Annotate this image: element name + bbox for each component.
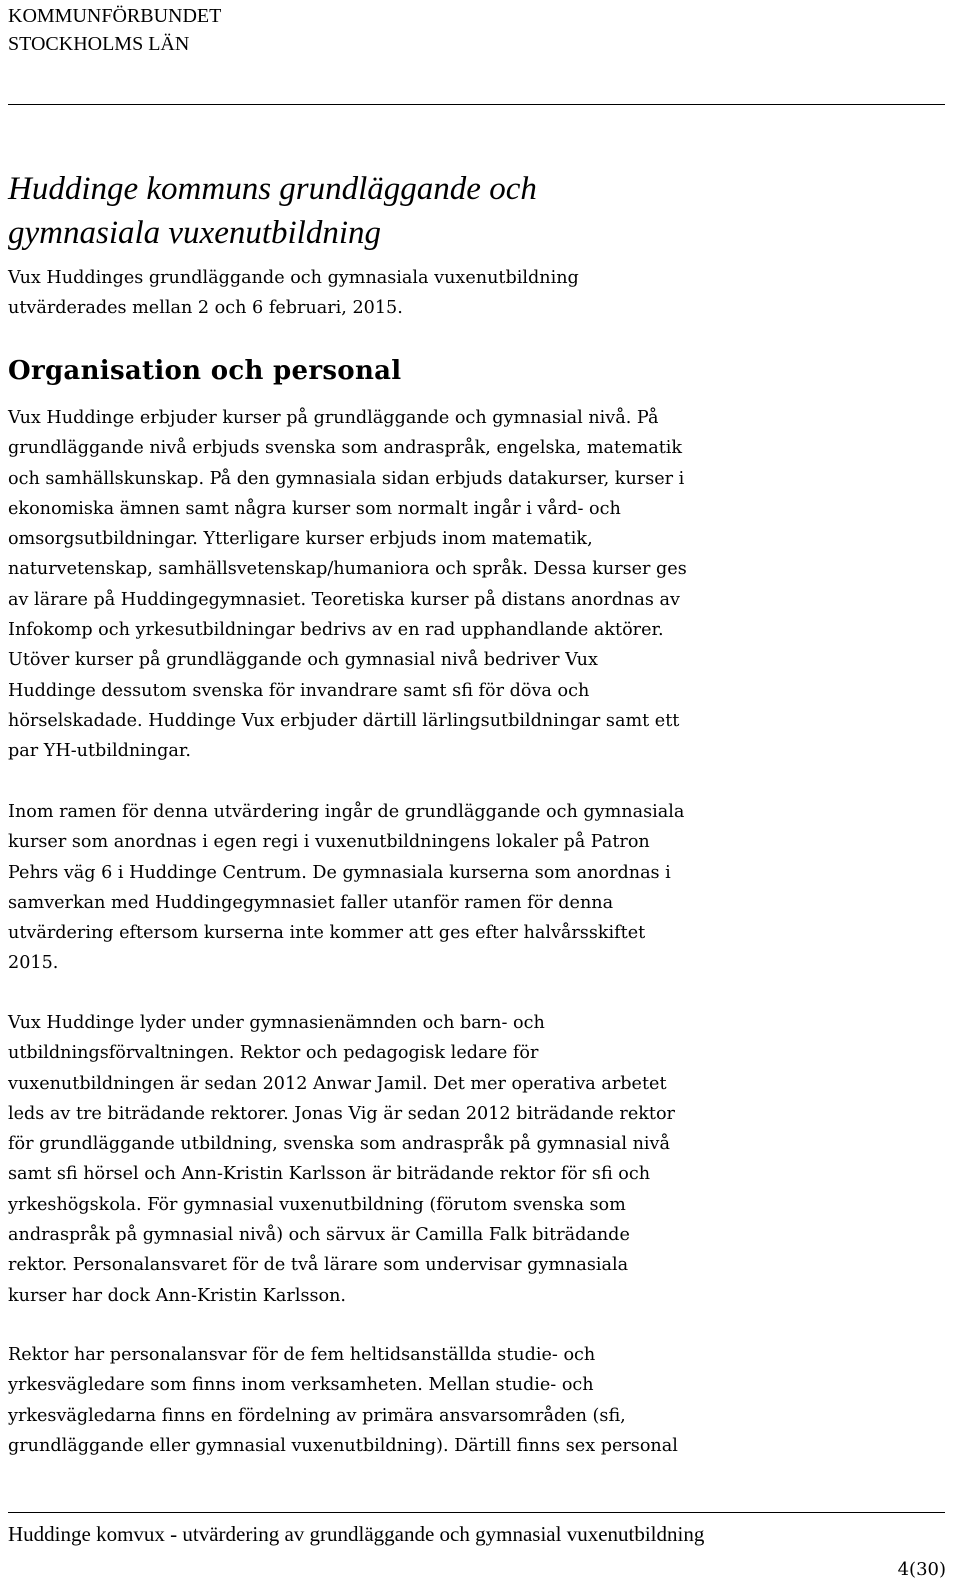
text-line: Infokomp och yrkesutbildningar bedrivs av en rad upphandlande aktörer. [8,620,664,641]
text-line: av lärare på Huddingegymnasiet. Teoretiska kurser på distans anordnas av [8,589,680,610]
text-line: rektor. Personalansvaret för de två lärare som undervisar gymnasiala [8,1255,629,1276]
section-heading: Organisation och personal [8,356,402,386]
text-line: ekonomiska ämnen samt några kurser som normalt ingår i vård- och [8,498,621,519]
text-line: samt sfi hörsel och Ann-Kristin Karlsson är biträdande rektor för sfi och [8,1164,651,1185]
paragraph-guidance [8,1340,958,1461]
paragraph-leadership [8,1008,958,1311]
text-line: kurser som anordnas i egen regi i vuxenutbildningens lokaler på Patron [8,832,650,853]
text-line: hörselskadade. Huddinge Vux erbjuder därtill lärlingsutbildningar samt ett [8,710,680,731]
paragraph-scope [8,797,958,979]
org-name-line1: KOMMUNFÖRBUNDET [8,5,222,27]
text-line: kurser har dock Ann-Kristin Karlsson. [8,1285,347,1306]
text-line: naturvetenskap, samhällsvetenskap/humaniora och språk. Dessa kurser ges [8,559,687,580]
text-line: och samhällskunskap. På den gymnasiala sidan erbjuds datakurser, kurser i [8,468,685,489]
text-line: Vux Huddinge lyder under gymnasienämnden och barn- och [8,1013,545,1033]
text-line: omsorgsutbildningar. Ytterligare kurser erbjuds inom matematik, [8,529,593,550]
text-line: Utöver kurser på grundläggande och gymnasial nivå bedriver Vux [8,650,598,671]
text-line: Vux Huddinge erbjuder kurser på grundläggande och gymnasial nivå. På [8,408,659,428]
text-line: utbildningsförvaltningen. Rektor och pedagogisk ledare för [8,1043,539,1064]
org-name-line2: STOCKHOLMS LÄN [8,33,190,55]
footer-text: Huddinge komvux - utvärdering av grundläggande och gymnasial vuxenutbildning [8,1522,705,1546]
text-line: för grundläggande utbildning, svenska som andraspråk på gymnasial nivå [8,1134,670,1155]
title-line: gymnasiala vuxenutbildning [8,215,382,251]
text-line: yrkesvägledare som finns inom verksamheten. Mellan studie- och [8,1375,594,1396]
text-line: Inom ramen för denna utvärdering ingår de grundläggande och gymnasiala [8,802,685,822]
text-line: Vux Huddinges grundläggande och gymnasiala vuxenutbildning [8,268,579,288]
text-line: grundläggande nivå erbjuds svenska som andraspråk, engelska, matematik [8,438,683,459]
intro-paragraph [8,263,958,324]
organization-header [8,2,221,58]
text-line: utvärderades mellan 2 och 6 februari, 2015. [8,298,403,319]
text-line: yrkeshögskola. För gymnasial vuxenutbildning (förutom svenska som [8,1194,626,1215]
text-line: utvärdering eftersom kurserna inte kommer att ges efter halvårsskiftet [8,923,646,944]
text-line: Huddinge dessutom svenska för invandrare samt sfi för döva och [8,680,590,701]
page-number: 4(30) [897,1559,946,1580]
paragraph-offering [8,403,958,767]
text-line: grundläggande eller gymnasial vuxenutbildning). Därtill finns sex personal [8,1435,678,1456]
text-line: yrkesvägledarna finns en fördelning av primära ansvarsområden (sfi, [8,1405,626,1426]
text-line: par YH-utbildningar. [8,741,191,762]
text-line: Pehrs väg 6 i Huddinge Centrum. De gymnasiala kurserna som anordnas i [8,862,671,883]
text-line: Rektor har personalansvar för de fem heltidsanställda studie- och [8,1345,596,1365]
page-title [8,167,938,255]
text-line: leds av tre biträdande rektorer. Jonas Vig är sedan 2012 biträdande rektor [8,1103,675,1124]
text-line: samverkan med Huddingegymnasiet faller utanför ramen för denna [8,892,614,913]
text-line: 2015. [8,953,59,974]
title-line: Huddinge kommuns grundläggande och [8,171,537,207]
text-line: vuxenutbildningen är sedan 2012 Anwar Jamil. Det mer operativa arbetet [8,1073,667,1094]
text-line: andraspråk på gymnasial nivå) och särvux är Camilla Falk biträdande [8,1225,630,1246]
header-divider [8,104,945,105]
footer-divider [8,1512,945,1513]
